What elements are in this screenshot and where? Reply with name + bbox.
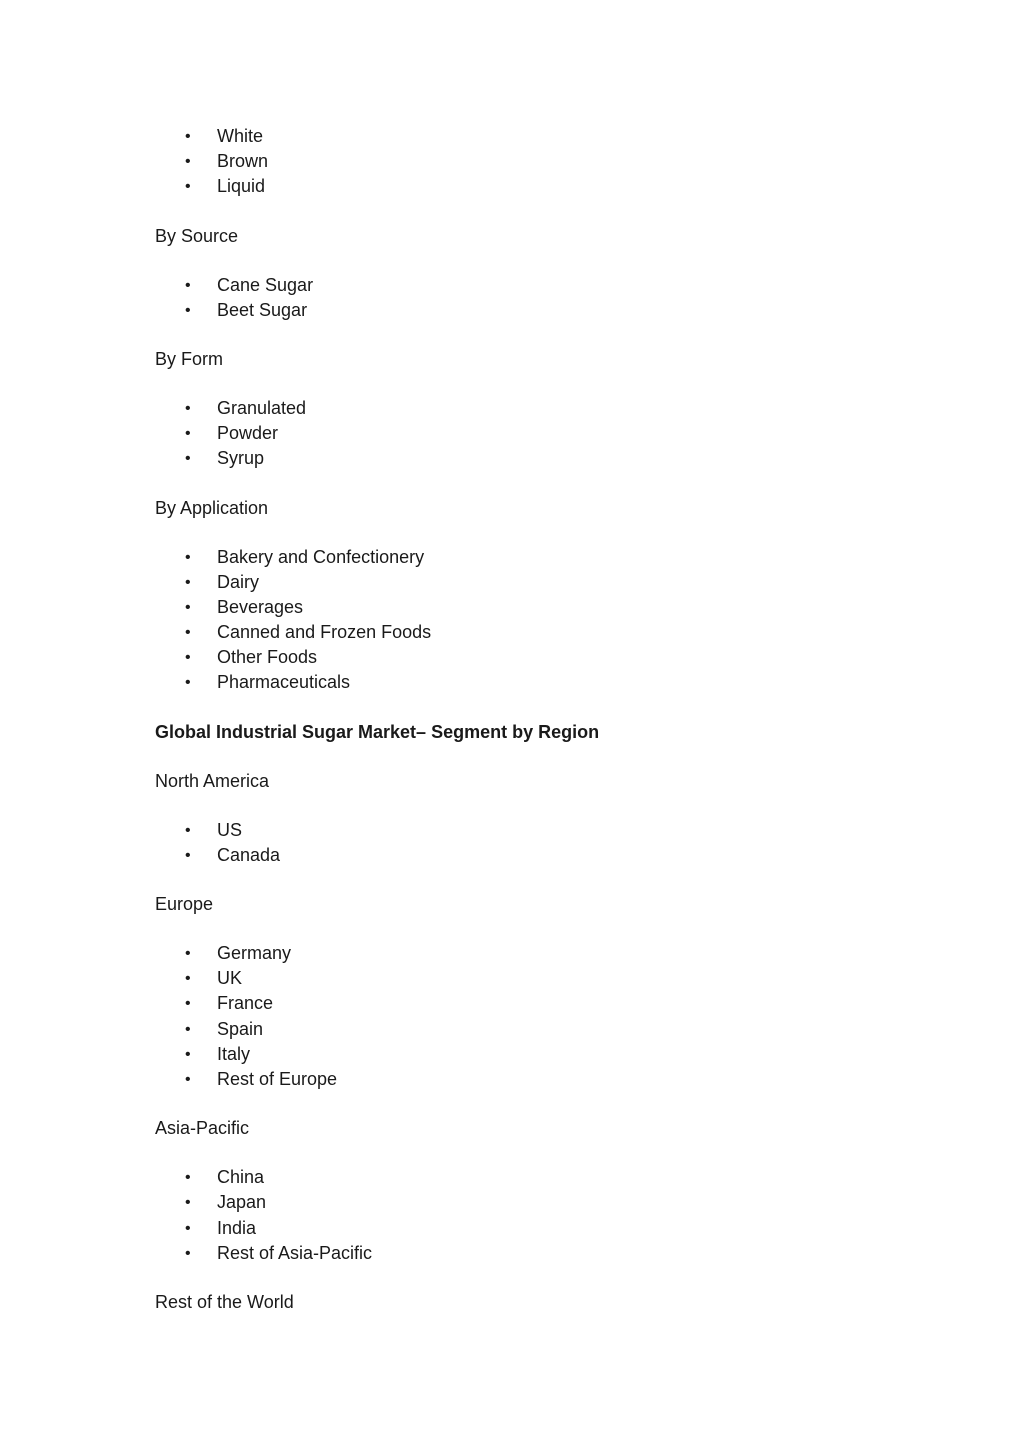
bullet-icon: • [185,821,191,839]
list-item-text: Cane Sugar [217,274,314,295]
list-item-other-foods [155,645,915,670]
list-item-powder [155,421,915,446]
list-item-text: US [217,819,243,840]
list-item-text: Rest of Europe [217,1068,338,1089]
list-item-text: Canada [217,844,281,865]
bullet-icon: • [185,1194,191,1212]
bullet-icon: • [185,674,191,692]
list-item-text: UK [217,968,243,989]
section-heading-global-industrial-sugar-market-segment-by-region: Global Industrial Sugar Market– Segment by Region [155,721,600,742]
bullet-list [155,818,915,868]
bullet-icon: • [185,1020,191,1038]
bullet-list [155,124,915,200]
list-item-beverages [155,595,915,620]
paragraph-spacer [155,249,915,273]
bullet-icon: • [185,399,191,417]
list-item-liquid [155,174,915,199]
list-item-white [155,124,915,149]
bullet-list [155,273,915,323]
list-item-spain [155,1017,915,1042]
list-item-text: Beverages [217,596,304,617]
list-item-text: India [217,1217,257,1238]
bullet-list [155,545,915,696]
paragraph-spacer [155,868,915,892]
paragraph-spacer [155,917,915,941]
list-item-cane-sugar [155,273,915,298]
list-item-brown [155,149,915,174]
list-item-text: Other Foods [217,647,318,668]
list-item-text: Japan [217,1192,267,1213]
paragraph-spacer [155,745,915,769]
list-item-japan [155,1190,915,1215]
bullet-icon: • [185,573,191,591]
bullet-icon: • [185,846,191,864]
list-item-text: Pharmaceuticals [217,672,351,693]
list-item-text: Liquid [217,176,266,197]
list-item-text: Canned and Frozen Foods [217,622,432,643]
paragraph-spacer [155,372,915,396]
bullet-icon: • [185,178,191,196]
section-label-north-america: North America [155,770,270,791]
paragraph-spacer [155,794,915,818]
list-item-text: Italy [217,1043,251,1064]
bullet-icon: • [185,624,191,642]
list-item-us [155,818,915,843]
list-item-text: Powder [217,423,279,444]
bullet-list [155,1165,915,1266]
section-label-europe: Europe [155,894,214,914]
list-item-beet-sugar [155,298,915,323]
bullet-icon: • [185,1045,191,1063]
bullet-icon: • [185,970,191,988]
list-item-text: Syrup [217,448,265,469]
bullet-list [155,396,915,472]
list-item-syrup [155,446,915,471]
section-label-by-form: By Form [155,348,224,369]
paragraph-spacer [155,472,915,496]
list-item-text: Rest of Asia-Pacific [217,1242,373,1263]
section-label-by-source: By Source [155,225,239,246]
list-item-rest-of-asia-pacific [155,1241,915,1266]
bullet-icon: • [185,1169,191,1187]
list-item-text: White [217,126,264,146]
bullet-icon: • [185,276,191,294]
paragraph-spacer [155,1266,915,1290]
list-item-text: Dairy [217,571,260,592]
bullet-icon: • [185,649,191,667]
list-item-bakery-and-confectionery [155,545,915,570]
list-item-text: Bakery and Confectionery [217,546,425,567]
list-item-text: Granulated [217,397,307,418]
bullet-icon: • [185,128,191,145]
list-item-text: Spain [217,1018,264,1039]
bullet-icon: • [185,1070,191,1088]
paragraph-spacer [155,521,915,545]
bullet-icon: • [185,153,191,171]
list-item-rest-of-europe [155,1067,915,1092]
bullet-icon: • [185,598,191,616]
list-item-dairy [155,570,915,595]
list-item-italy [155,1042,915,1067]
document-page [155,124,915,1315]
list-item-text: France [217,993,274,1014]
section-label-rest-of-the-world: Rest of the World [155,1291,294,1312]
list-item-pharmaceuticals [155,670,915,695]
list-item-text: Brown [217,151,269,172]
list-item-france [155,991,915,1016]
bullet-icon: • [185,301,191,319]
bullet-icon: • [185,945,191,962]
paragraph-spacer [155,323,915,347]
section-label-asia-pacific: Asia-Pacific [155,1118,250,1139]
bullet-list [155,941,915,1092]
bullet-icon: • [185,995,191,1013]
paragraph-spacer [155,1092,915,1116]
bullet-icon: • [185,425,191,443]
list-item-canada [155,843,915,868]
list-item-canned-and-frozen-foods [155,620,915,645]
bullet-icon: • [185,450,191,468]
paragraph-spacer [155,696,915,720]
bullet-icon: • [185,1219,191,1237]
section-label-by-application: By Application [155,497,269,518]
list-item-granulated [155,396,915,421]
paragraph-spacer [155,1141,915,1165]
list-item-text: China [217,1167,265,1188]
list-item-text: Germany [217,943,292,963]
paragraph-spacer [155,200,915,224]
list-item-india [155,1216,915,1241]
list-item-uk [155,966,915,991]
list-item-china [155,1165,915,1190]
list-item-text: Beet Sugar [217,299,308,320]
bullet-icon: • [185,548,191,566]
bullet-icon: • [185,1244,191,1262]
list-item-germany [155,941,915,966]
